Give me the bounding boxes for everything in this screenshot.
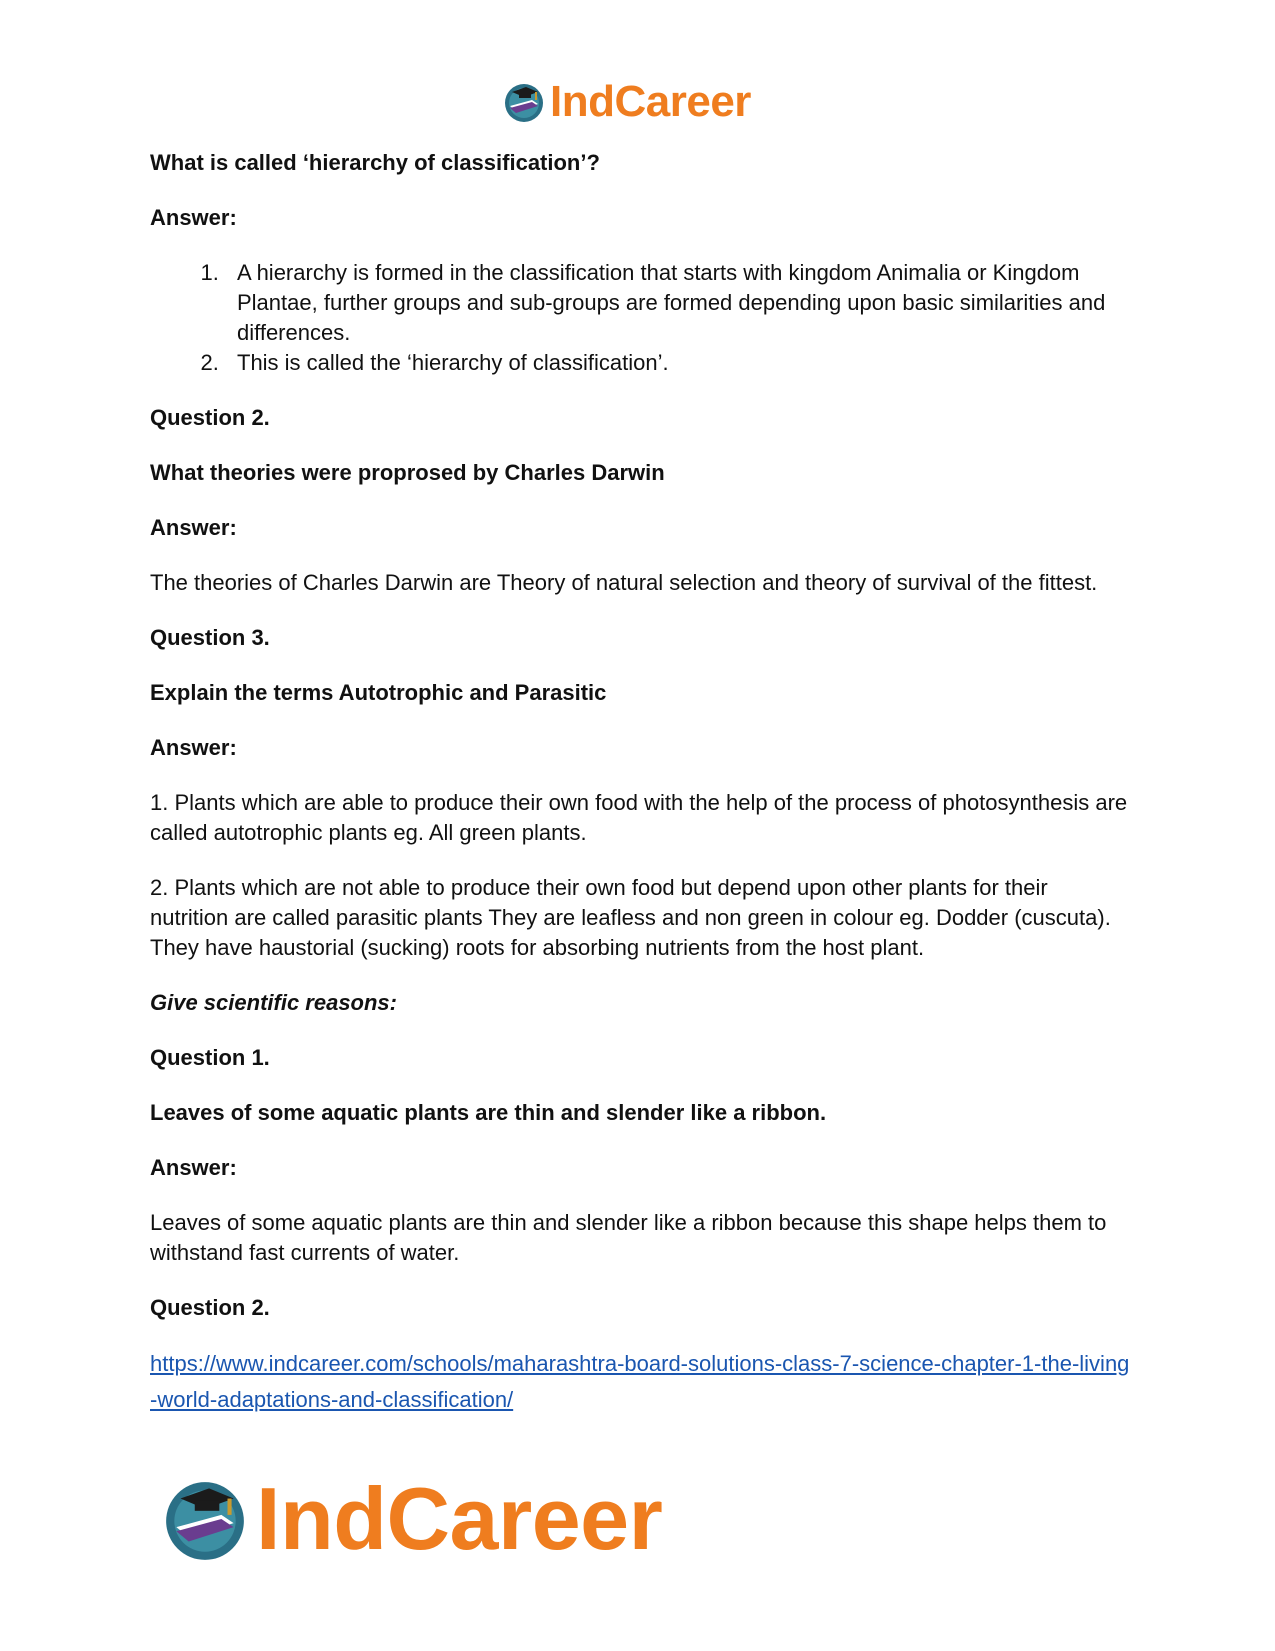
- answer-darwin: The theories of Charles Darwin are Theory of natural selection and theory of survival of the fittest.: [150, 570, 1098, 595]
- logo-wordmark: IndCareer: [550, 77, 751, 126]
- list-item: 1. A hierarchy is formed in the classification that starts with kingdom Animalia or Kingdom Plantae, further groups and sub-groups are formed depending upon basic similarities and differences.: [225, 258, 1130, 348]
- section-heading-reasons: Give scientific reasons:: [150, 990, 397, 1015]
- answer-label: Answer:: [150, 735, 237, 760]
- question-terms: Explain the terms Autotrophic and Parasitic: [150, 680, 607, 705]
- answer-label: Answer:: [150, 1155, 237, 1180]
- answer-parasitic: 2. Plants which are not able to produce their own food but depend upon other plants for their nutrition are called parasitic plants They are leafless and non green in colour eg. Dodder (cuscuta). They have haustorial (sucking) roots for absorbing nutrients from the host plant.: [150, 875, 1111, 960]
- source-link[interactable]: https://www.indcareer.com/schools/maharashtra-board-solutions-class-7-science-chapter-1-the-living-world-adaptations-and-classification/: [150, 1351, 1130, 1412]
- main-content: [150, 148, 1130, 1418]
- question-number: Question 1.: [150, 1045, 270, 1070]
- answer-autotrophic: 1. Plants which are able to produce their own food with the help of the process of photosynthesis are called autotrophic plants eg. All green plants.: [150, 790, 1128, 845]
- question-leaves: Leaves of some aquatic plants are thin and slender like a ribbon.: [150, 1100, 827, 1125]
- graduation-book-icon: [502, 80, 546, 124]
- graduation-book-icon: [160, 1474, 250, 1564]
- hierarchy-answer-list: [150, 258, 1130, 378]
- question-number: Question 3.: [150, 625, 270, 650]
- logo-wordmark: IndCareer: [256, 1469, 663, 1568]
- question-hierarchy: What is called ‘hierarchy of classification’?: [150, 150, 600, 175]
- question-number: Question 2.: [150, 1295, 270, 1320]
- answer-label: Answer:: [150, 205, 237, 230]
- header-logo[interactable]: [502, 78, 751, 126]
- answer-leaves: Leaves of some aquatic plants are thin and slender like a ribbon because this shape helps them to withstand fast currents of water.: [150, 1210, 1107, 1265]
- footer-logo[interactable]: [160, 1470, 662, 1568]
- list-item: 2. This is called the ‘hierarchy of classification’.: [225, 348, 1130, 378]
- question-darwin: What theories were proprosed by Charles Darwin: [150, 460, 665, 485]
- answer-label: Answer:: [150, 515, 237, 540]
- question-number: Question 2.: [150, 405, 270, 430]
